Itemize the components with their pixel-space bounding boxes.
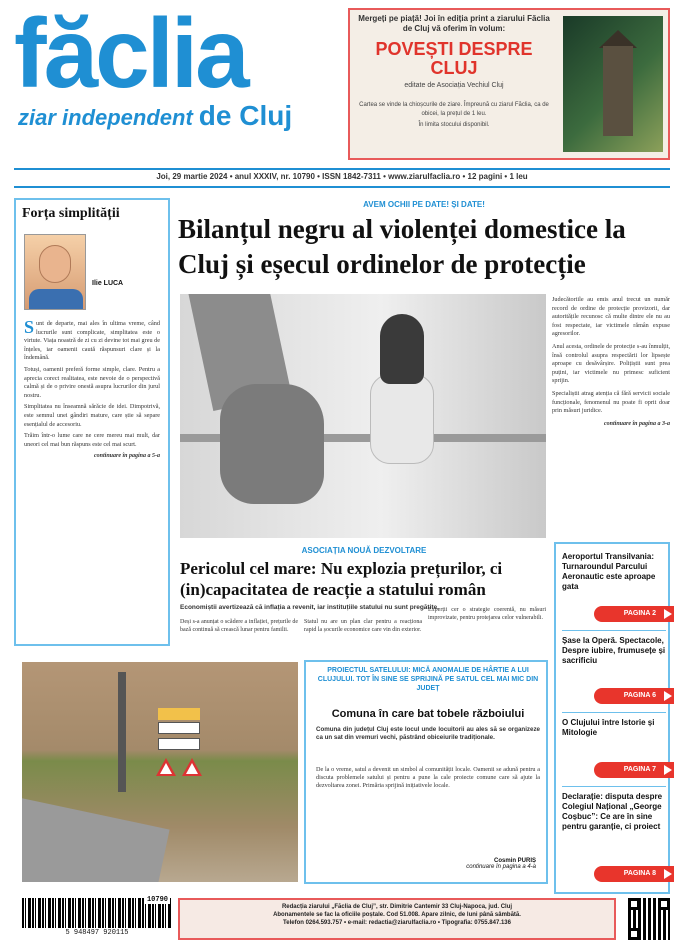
barcode-number: 5 948497 920115 xyxy=(65,929,129,937)
bottom-story-box[interactable] xyxy=(304,660,548,884)
warning-sign-inner xyxy=(186,763,198,774)
dateline: Joi, 29 martie 2024 • anul XXXIV, nr. 10790 • ISSN 1842-7311 • www.ziarulfaclia.ro • 12 pagini • 1 leu xyxy=(156,172,528,181)
qr-corner xyxy=(628,898,640,910)
qr-code-icon[interactable] xyxy=(628,898,670,940)
masthead-rule-top xyxy=(14,168,670,170)
photo-girl xyxy=(370,314,430,514)
sidebar-item-title: Aeroportul Transilvania: Turnaroundul Parcului Aeronautic este aproape gata xyxy=(562,552,656,591)
promo-footer: În limita stocului disponibil. xyxy=(418,122,490,128)
teaser-sidebar xyxy=(554,542,670,894)
byline-author: Cosmin PURIȘ xyxy=(493,858,536,864)
opinion-paragraph: Totuși, oamenii preferă forme simple, clare. Pentru a aprecia corect realitatea, este nevoie de o perspectivă calmă și de o privire onestă asupra lucrurilor din jurul nostru. xyxy=(24,365,160,399)
promo-text xyxy=(354,14,554,130)
author-shirt xyxy=(29,289,83,310)
photo-girl-body xyxy=(370,374,434,464)
sidebar-page-button[interactable]: PAGINA 2 xyxy=(594,606,674,622)
sidebar-item[interactable] xyxy=(562,718,666,738)
promo-title: POVEȘTI DESPRE CLUJ xyxy=(375,39,533,78)
sidebar-page-button[interactable]: PAGINA 8 xyxy=(594,866,674,882)
promo-intro: Mergeți pe piață! Joi în ediția print a ziarului Făclia de Cluj vă oferim în volum: xyxy=(358,14,550,33)
second-story-col1: Deși s-a anunțat o scădere a inflației, prețurile de bază continuă să crească lunar pentru familii. xyxy=(180,619,298,633)
promo-subtitle: editate de Asociația Vechiul Cluj xyxy=(404,82,504,89)
masthead-rule-bottom xyxy=(14,186,670,188)
sidebar-item[interactable] xyxy=(562,792,666,832)
bottom-story-headline[interactable]: Comuna în care bat tobele războiului xyxy=(331,708,525,720)
opinion-column[interactable] xyxy=(14,198,170,646)
tower-illustration xyxy=(603,46,633,136)
book-promo-box[interactable] xyxy=(348,8,670,160)
main-story-paragraph: Anul acesta, ordinele de protecție s-au înmulțit, însă controlul asupra respectării lor lipsește aproape cu desăvârșire. Polițiștii sunt prea puțini, iar victimele nu primesc suficient sprijin. xyxy=(552,342,670,385)
qr-corner xyxy=(658,898,670,910)
sidebar-divider xyxy=(562,712,666,713)
sidebar-item[interactable] xyxy=(562,636,666,666)
author-photo xyxy=(24,234,86,310)
opinion-paragraph: Trăim într-o lume care ne cere mereu mai mult, dar uneori cel mai bun răspuns este cel mai scurt. xyxy=(24,432,160,448)
sidebar-item-title: Șase la Operă. Spectacole, Despre iubire, frumusețe și sacrificiu xyxy=(562,636,666,665)
photo-road xyxy=(22,796,170,882)
logo-wordmark: făclia xyxy=(14,0,247,108)
opinion-paragraph: Sunt de departe, mai ales în ultima vreme, când lucrurile sunt complicate, simplitatea este o virtute. Viața noastră de zi cu zi devine tot mai greu de înțeles, iar oamenii caută răspunsuri clare și la îndemână. xyxy=(24,317,160,362)
bottom-story-kicker: PROIECTUL SATELULUI: MICĂ ANOMALIE DE HÂRTIE A LUI CLUJULUI. TOT ÎN SINE SE SPRIJINĂ PE SATUL CEL MAI MIC DIN JUDEȚ xyxy=(317,667,539,692)
photo-road-sign xyxy=(158,722,200,734)
opinion-paragraph: Simplitatea nu înseamnă sărăcie de idei. Dimpotrivă, este semnul unei gândiri mature, care știe să separe esențialul de accesoriu. xyxy=(24,403,160,428)
dropcap: S xyxy=(24,317,35,337)
logo-tagline xyxy=(18,100,292,132)
bottom-story-lead: Comuna din județul Cluj este locul unde locuitorii au ales să se organizeze ca un sat din vremuri vechi, păstrând obiceiurile tradiționale. xyxy=(316,726,540,741)
bottom-story-byline xyxy=(466,858,536,870)
main-story-headline[interactable]: Bilanțul negru al violenței domestice la Cluj și eșecul ordinelor de protecție xyxy=(178,214,626,279)
photo-road-sign xyxy=(158,738,200,750)
author-head xyxy=(39,245,71,283)
second-story-col2: Statul nu are un plan clar pentru a reacționa rapid la șocurile economice care vin din exterior. xyxy=(304,619,422,633)
sidebar-page-button[interactable]: PAGINA 7 xyxy=(594,762,674,778)
opinion-continue-link[interactable]: continuare în pagina a 5-a xyxy=(93,453,160,460)
issue-number: 10790 xyxy=(146,896,168,904)
main-story-paragraph: Judecătoriile au emis anul trecut un număr record de ordine de protecție provizorii, dar autoritățile recunosc că multe dintre ele nu au fost respectate, iar victimele rămân expuse agresorilor. xyxy=(552,296,670,338)
main-story-body xyxy=(552,296,670,432)
sidebar-item[interactable] xyxy=(562,552,666,592)
bottom-story-photo xyxy=(22,662,298,882)
second-story-headline[interactable]: Pericolul cel mare: Nu explozia prețurilor, ci (in)capacitatea de reacție a statului român xyxy=(180,559,503,599)
tagline-city: de Cluj xyxy=(198,100,293,131)
opinion-body xyxy=(24,317,160,464)
second-story-kicker: ASOCIAȚIA NOUĂ DEZVOLTARE xyxy=(301,546,427,555)
main-story-photo xyxy=(180,294,546,538)
main-story-continue-link[interactable]: continuare în pagina a 3-a xyxy=(603,420,670,427)
author-name: Ilie LUCA xyxy=(92,280,124,287)
photo-road-sign xyxy=(158,708,200,720)
bottom-story-body: De la o vreme, satul a devenit un simbol al comunității locale. Oamenii se adună pentru a discuta problemele satului și pentru a pune la cale proiecte comune care să ajute la dezvoltarea zonei. Primăria sprijină inițiativele locale. xyxy=(316,766,540,789)
sidebar-divider xyxy=(562,630,666,631)
tagline-text: ziar independent xyxy=(18,105,193,130)
imprint-line: Abonamentele se fac la oficiile poștale. Cod 51.008. Apare zilnic, de luni până sâmbătă. xyxy=(273,912,521,918)
barcode xyxy=(22,898,172,938)
qr-corner xyxy=(628,928,640,940)
second-story-lead: Economiștii avertizează că inflația a revenit, iar instituțiile statului nu sunt pregătite. xyxy=(180,604,439,611)
imprint-line: Redacția ziarului „Făclia de Cluj”, str. Dimitrie Cantemir 33 Cluj-Napoca, jud. Cluj xyxy=(281,904,513,910)
photo-girl-hair xyxy=(380,314,424,384)
promo-details: Cartea se vinde la chioșcurile de ziare. Împreună cu ziarul Făclia, ca de obicei, la prețul de 1 leu. xyxy=(359,102,549,117)
photo-fist xyxy=(220,384,324,504)
bottom-story-continue-link[interactable]: continuare în pagina a 4-a xyxy=(466,864,536,870)
book-cover-image xyxy=(563,16,663,152)
imprint-line: Telefon 0264.593.757 • e-mail: redactia@ziarulfaclia.ro • Tipografia: 0755.847.136 xyxy=(283,920,511,926)
sidebar-item-title: O Clujului între Istorie și Mitologie xyxy=(562,718,655,737)
imprint-box xyxy=(178,898,616,940)
main-story-kicker: AVEM OCHII PE DATE! ȘI DATE! xyxy=(363,200,485,209)
sidebar-divider xyxy=(562,786,666,787)
second-story-col3: Experții cer o strategie coerentă, nu măsuri improvizate, pentru protejarea celor vulnerabili. xyxy=(428,607,546,621)
warning-sign-inner xyxy=(160,763,172,774)
main-story-paragraph: Specialiștii atrag atenția că fără servicii sociale funcționale, fenomenul nu poate fi oprit doar prin măsuri juridice. xyxy=(552,389,670,415)
sidebar-item-title: Declarație: disputa despre Colegiul Național „George Coșbuc”: Ce are în sine pentru garanție, ci proiect xyxy=(562,792,663,831)
opinion-title: Forța simplității xyxy=(22,206,120,221)
sidebar-page-button[interactable]: PAGINA 6 xyxy=(594,688,674,704)
photo-pole xyxy=(118,672,126,792)
newspaper-logo[interactable] xyxy=(14,0,334,131)
